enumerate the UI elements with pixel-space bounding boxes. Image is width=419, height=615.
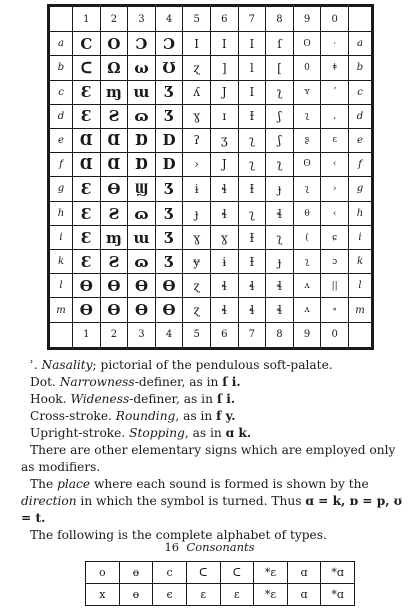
row-letter: l xyxy=(50,274,73,298)
corner-cell xyxy=(50,7,73,32)
column-number: 1 xyxy=(73,322,101,347)
symbol-cell: ɬ xyxy=(210,274,238,298)
symbol-cell: ʃ xyxy=(266,128,294,152)
symbol-cell: Ɛ xyxy=(73,226,101,250)
row-letter: g xyxy=(50,176,73,201)
symbol-cell: › xyxy=(183,152,211,176)
symbol-cell: ɏ xyxy=(183,250,211,274)
symbol-cell: Ω xyxy=(100,56,128,80)
table-row xyxy=(50,226,372,250)
column-number: 6 xyxy=(210,322,238,347)
symbol-cell: ɨ xyxy=(210,250,238,274)
symbol-cell: Ɵ xyxy=(73,298,101,322)
consonant-cell: o xyxy=(86,562,120,584)
row-letter: l xyxy=(349,274,372,298)
symbol-cell: ʅ xyxy=(266,152,294,176)
row-letter: f xyxy=(50,152,73,176)
symbol-cell: ɣ xyxy=(183,104,211,128)
symbol-cell: ʔ xyxy=(183,128,211,152)
symbol-cell: Ɛ xyxy=(73,202,101,226)
corner-cell xyxy=(349,322,372,347)
symbol-cell: Ʒ xyxy=(155,104,183,128)
symbol-cell: 0 xyxy=(293,56,321,80)
symbol-cell: ʒ xyxy=(210,128,238,152)
table-row xyxy=(50,56,372,80)
symbol-cell: Ʊ xyxy=(155,56,183,80)
consonant-cell: *ɛ xyxy=(254,562,288,584)
symbol-cell: ] xyxy=(210,56,238,80)
symbol-cell: Ɛ xyxy=(73,176,101,201)
row-letter: k xyxy=(349,250,372,274)
symbol-cell: Ʒ xyxy=(155,80,183,104)
symbol-cell: C xyxy=(73,32,101,56)
symbol-cell: I xyxy=(238,32,266,56)
row-letter: h xyxy=(349,202,372,226)
symbol-cell: ʃ xyxy=(266,104,294,128)
symbol-cell: ſ xyxy=(266,32,294,56)
symbol-cell: › xyxy=(321,176,349,201)
consonant-cell: ɵ xyxy=(119,584,153,606)
symbol-cell: Ɨ xyxy=(238,104,266,128)
row-letter: d xyxy=(50,104,73,128)
column-number: 7 xyxy=(238,322,266,347)
symbol-cell: Ɵ xyxy=(155,298,183,322)
symbol-cell: ɬ xyxy=(266,298,294,322)
symbol-cell: Ɑ xyxy=(100,128,128,152)
symbol-cell: Ɑ xyxy=(73,152,101,176)
column-number: 0 xyxy=(321,7,349,32)
symbol-cell: ʼ xyxy=(321,80,349,104)
column-number: 8 xyxy=(266,7,294,32)
symbol-cell: Ɛ xyxy=(73,80,101,104)
consonant-cell: ɛ xyxy=(186,584,220,606)
symbol-cell: Ɵ xyxy=(100,298,128,322)
row-letter: i xyxy=(349,226,372,250)
symbol-cell: ʅ xyxy=(266,80,294,104)
consonant-cell: ɵ xyxy=(119,562,153,584)
symbol-cell: I xyxy=(183,32,211,56)
modifiers-paragraph: There are other elementary signs which are employed only as modifiers. xyxy=(21,443,396,474)
symbol-cell: Ɵ xyxy=(155,274,183,298)
alphabet-paragraph: The following is the complete alphabet of types. xyxy=(30,528,327,542)
nasality-line: ʾ. Nasality; pictorial of the pendulous soft-palate. xyxy=(30,358,333,372)
consonant-cell: ɑ xyxy=(287,562,321,584)
consonant-cell: ɑ xyxy=(287,584,321,606)
consonant-cell: *ɑ xyxy=(321,584,355,606)
consonant-cell: *ɑ xyxy=(321,562,355,584)
row-letter: m xyxy=(349,298,372,322)
symbol-cell: ʏ xyxy=(293,80,321,104)
symbol-cell: , xyxy=(321,104,349,128)
table-row xyxy=(50,128,372,152)
symbol-cell: ʘ xyxy=(293,152,321,176)
consonant-cell: ɛ xyxy=(220,584,254,606)
column-number: 3 xyxy=(128,7,156,32)
row-letter: b xyxy=(349,56,372,80)
symbol-table xyxy=(47,4,374,350)
symbol-cell: ɬ xyxy=(238,298,266,322)
symbol-cell: ɷ xyxy=(128,250,156,274)
symbol-cell: Ʒ xyxy=(155,176,183,201)
symbol-cell: θ xyxy=(293,202,321,226)
symbol-cell: O xyxy=(100,32,128,56)
symbol-cell: ɟ xyxy=(266,176,294,201)
table-row xyxy=(50,80,372,104)
symbol-cell: ɯ xyxy=(128,80,156,104)
consonants-row xyxy=(86,584,355,606)
symbol-cell: Ɛ xyxy=(73,250,101,274)
table-row xyxy=(50,104,372,128)
symbol-cell: O xyxy=(293,32,321,56)
symbol-cell: Ɨ xyxy=(238,176,266,201)
consonant-cell: є xyxy=(153,584,187,606)
symbol-cell: ɬ xyxy=(266,274,294,298)
symbol-cell: ʅ xyxy=(293,176,321,201)
symbol-cell: ʂ xyxy=(293,128,321,152)
row-letter: e xyxy=(349,128,372,152)
symbol-cell: ɬ xyxy=(210,298,238,322)
symbol-cell: ∘ xyxy=(321,298,349,322)
symbol-cell: ‹ xyxy=(321,152,349,176)
symbol-cell: Ɛ xyxy=(73,104,101,128)
symbol-cell: ɀ xyxy=(183,56,211,80)
row-letter: e xyxy=(50,128,73,152)
table-row xyxy=(50,298,372,322)
column-number: 8 xyxy=(266,322,294,347)
symbol-cell: D xyxy=(155,128,183,152)
table-row xyxy=(50,202,372,226)
consonant-cell: x xyxy=(86,584,120,606)
row-letter: b xyxy=(50,56,73,80)
symbol-cell: ǂ xyxy=(321,56,349,80)
row-letter: g xyxy=(349,176,372,201)
symbol-cell: Ɒ xyxy=(128,128,156,152)
symbol-cell: ɪ xyxy=(210,104,238,128)
symbol-cell: ɔ xyxy=(321,250,349,274)
explanation-text xyxy=(21,357,411,544)
symbol-cell: Ɵ xyxy=(128,274,156,298)
column-number: 9 xyxy=(293,322,321,347)
symbol-cell: ʅ xyxy=(238,152,266,176)
consonants-table xyxy=(85,561,355,606)
symbol-cell: ɯ xyxy=(128,226,156,250)
symbol-cell: ʅ xyxy=(293,104,321,128)
symbol-cell: I xyxy=(210,32,238,56)
symbol-cell: J xyxy=(210,80,238,104)
symbol-cell: || xyxy=(321,274,349,298)
symbol-cell: ɟ xyxy=(266,250,294,274)
symbol-cell: Ɵ xyxy=(128,298,156,322)
row-letter: a xyxy=(50,32,73,56)
symbol-cell: Ƨ xyxy=(100,250,128,274)
row-letter: h xyxy=(50,202,73,226)
symbol-cell: ʅ xyxy=(266,226,294,250)
symbol-cell: ɛ xyxy=(321,128,349,152)
symbol-cell: l xyxy=(238,56,266,80)
symbol-cell: ʎ xyxy=(183,80,211,104)
column-number: 7 xyxy=(238,7,266,32)
table-row xyxy=(50,250,372,274)
symbol-cell: Ɔ xyxy=(155,32,183,56)
symbol-cell: Ɨ xyxy=(238,226,266,250)
row-letter: k xyxy=(50,250,73,274)
symbol-cell: D xyxy=(155,152,183,176)
symbol-cell: ɱ xyxy=(100,80,128,104)
column-number: 5 xyxy=(183,7,211,32)
symbol-cell: Ϣ xyxy=(128,176,156,201)
symbol-cell: · xyxy=(321,32,349,56)
column-number: 0 xyxy=(321,322,349,347)
symbol-cell: Ɒ xyxy=(128,152,156,176)
corner-cell xyxy=(50,322,73,347)
column-number: 1 xyxy=(73,7,101,32)
upright-stroke-line: Upright-stroke. Stopping, as in ɑ k. xyxy=(30,426,252,440)
symbol-cell: ɨ xyxy=(183,176,211,201)
symbol-cell: ( xyxy=(293,226,321,250)
column-number: 9 xyxy=(293,7,321,32)
column-number: 6 xyxy=(210,7,238,32)
symbol-cell: ʅ xyxy=(238,128,266,152)
row-letter: a xyxy=(349,32,372,56)
column-number: 5 xyxy=(183,322,211,347)
cross-stroke-line: Cross-stroke. Rounding, as in f y. xyxy=(30,409,236,423)
row-letter: c xyxy=(349,80,372,104)
corner-cell xyxy=(349,7,372,32)
consonants-row xyxy=(86,562,355,584)
table-row xyxy=(50,152,372,176)
consonant-cell: c xyxy=(153,562,187,584)
dot-line: Dot. Narrowness-definer, as in ſ i. xyxy=(30,375,241,389)
symbol-cell: ɣ xyxy=(183,226,211,250)
symbol-cell: ω xyxy=(128,56,156,80)
consonant-cell: ᑕ xyxy=(186,562,220,584)
column-number: 2 xyxy=(100,322,128,347)
symbol-cell: ʌ xyxy=(293,298,321,322)
symbol-cell: ɕ xyxy=(321,226,349,250)
column-number-row-bottom xyxy=(50,322,372,347)
symbol-cell: ʅ xyxy=(238,202,266,226)
column-number: 3 xyxy=(128,322,156,347)
symbol-cell: Ɵ xyxy=(100,274,128,298)
symbol-cell: Ɵ xyxy=(73,274,101,298)
symbol-cell: Ƨ xyxy=(100,104,128,128)
column-number: 4 xyxy=(155,7,183,32)
symbol-cell: Ɵ xyxy=(100,176,128,201)
table-row xyxy=(50,176,372,201)
consonant-cell: *ɛ xyxy=(254,584,288,606)
symbol-cell: ɬ xyxy=(266,202,294,226)
symbol-cell: Ɑ xyxy=(73,128,101,152)
symbol-cell: ɀ xyxy=(183,274,211,298)
symbol-cell: ɬ xyxy=(238,274,266,298)
symbol-cell: I xyxy=(238,80,266,104)
place-paragraph: The place where each sound is formed is shown by the direction in which the symbol is turned. Thus ɑ = k, ɒ = p, ʊ = t. xyxy=(21,477,403,525)
row-letter: m xyxy=(50,298,73,322)
symbol-cell: ɷ xyxy=(128,104,156,128)
column-number: 2 xyxy=(100,7,128,32)
hook-line: Hook. Wideness-definer, as in ſ i. xyxy=(30,392,236,406)
consonant-cell: ᑕ xyxy=(220,562,254,584)
symbol-cell: ɷ xyxy=(128,202,156,226)
symbol-cell: Ʒ xyxy=(155,250,183,274)
symbol-cell: ɱ xyxy=(100,226,128,250)
symbol-cell: ɣ xyxy=(210,226,238,250)
symbol-cell: ʅ xyxy=(293,250,321,274)
symbol-cell: J xyxy=(210,152,238,176)
symbol-cell: Ɑ xyxy=(100,152,128,176)
symbol-cell: Ɔ xyxy=(128,32,156,56)
table-row xyxy=(50,274,372,298)
column-number: 4 xyxy=(155,322,183,347)
row-letter: i xyxy=(50,226,73,250)
symbol-cell: ɀ xyxy=(183,298,211,322)
symbol-cell: ʌ xyxy=(293,274,321,298)
symbol-cell: Ʒ xyxy=(155,226,183,250)
symbol-cell: Ƨ xyxy=(100,202,128,226)
row-letter: f xyxy=(349,152,372,176)
symbol-cell: [ xyxy=(266,56,294,80)
symbol-cell: ɬ xyxy=(210,176,238,201)
symbol-cell: Ɨ xyxy=(238,250,266,274)
consonants-caption: 16 Consonants xyxy=(164,540,255,554)
table-row xyxy=(50,32,372,56)
column-number-row xyxy=(50,7,372,32)
row-letter: c xyxy=(50,80,73,104)
symbol-cell: Ʒ xyxy=(155,202,183,226)
symbol-cell: ɬ xyxy=(210,202,238,226)
row-letter: d xyxy=(349,104,372,128)
symbol-cell: ɟ xyxy=(183,202,211,226)
symbol-cell: ‹ xyxy=(321,202,349,226)
symbol-cell: ᑕ xyxy=(73,56,101,80)
